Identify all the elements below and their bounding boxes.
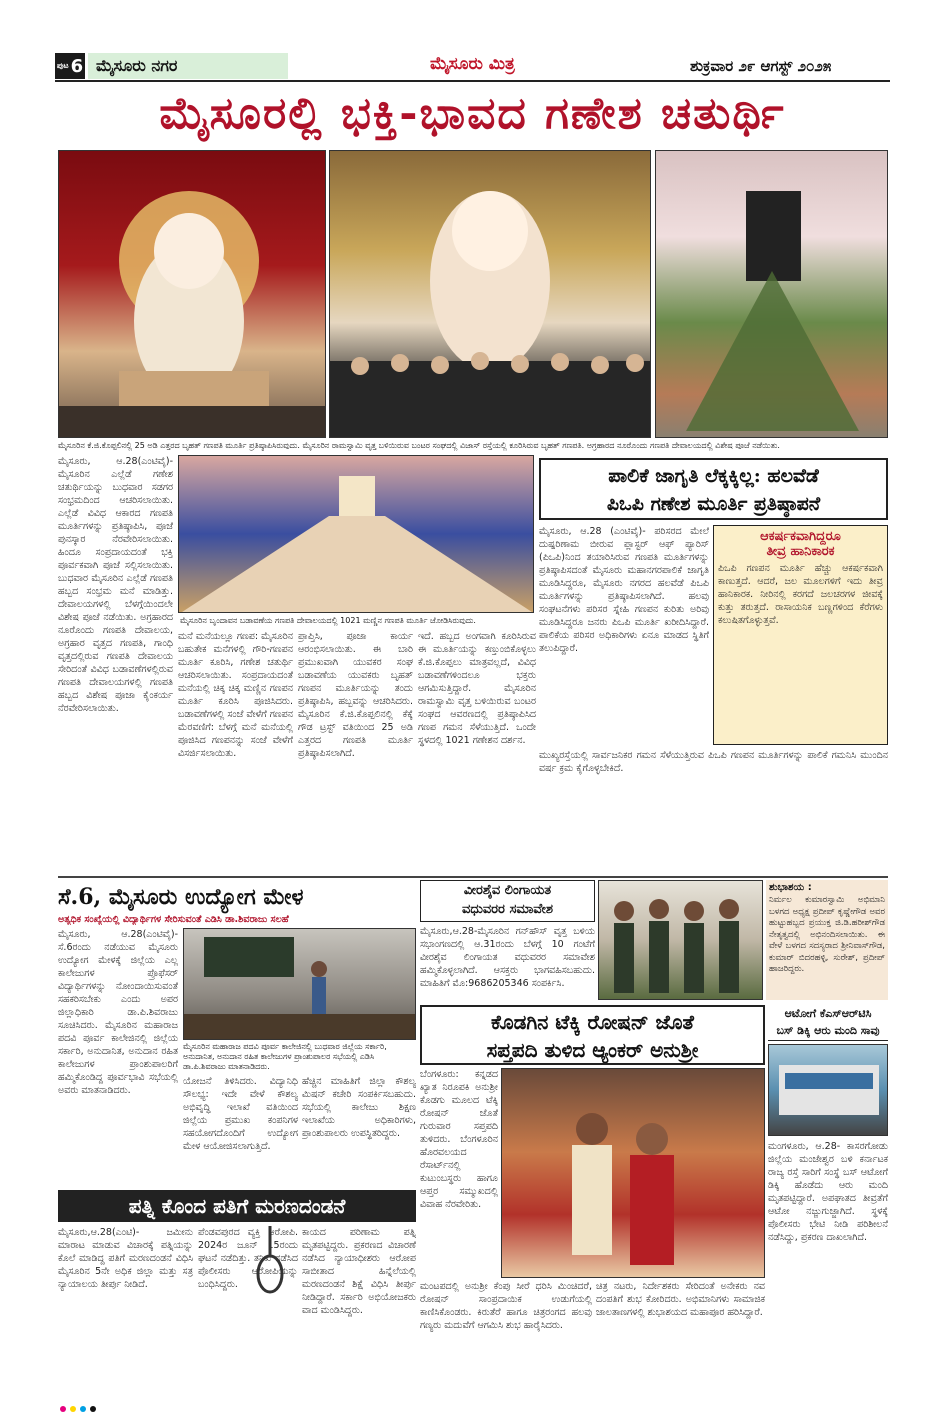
shubhashaya-box	[766, 880, 888, 1000]
samavesha-headline	[420, 880, 595, 922]
page-label: ಪುಟ	[56, 61, 69, 70]
anushree-body-3: ಚಿತ್ರ ನಟರು, ನಿರ್ದೇಶಕರು ಸೇರಿದಂತೆ ಅನೇಕರು ನವ ದಂಪತಿಗೆ ಶುಭ ಕೋರಿದರು. ಅಭಿಮಾನಿಗಳು ಸಾಮಾಜಿಕ ಜಾಲತಾಣಗಳಲ್ಲಿ ಶುಭಾಶಯದ ಮಹಾಪೂರ ಹರಿಸಿದ್ದಾರೆ.	[596, 1281, 765, 1318]
color-registration-marks	[60, 1406, 96, 1412]
auto-headline	[768, 1005, 888, 1041]
maranadandane-headline: ಪತ್ನಿ ಕೊಂದ ಪತಿಗೆ ಮರಣದಂಡನೆ	[58, 1190, 416, 1222]
photo-bantara-sangha-ganesha	[329, 150, 651, 438]
main-col-3: ಪ್ರಾಪ್ತಿಸಿ, ಪೂಜಾ ಕಾರ್ಯ ಆರಂಭಿಸಲಾಯಿತು. ಈ ಬಾರಿ ಪ್ರಮುಖವಾಗಿ ಯುವಕರ ಸಂಘ ಬಡಾವಣೆಯ ಯುವಕರು ಬೃಹತ್ ಗಣಪನ ಮೂರ್ತಿಯನ್ನು ತಂದು ಪ್ರತಿಷ್ಠಾಪಿಸಿ, ಹಬ್ಬವನ್ನು ಆಚರಿಸಿದರು. ಮೈಸೂರಿನ ಕೆ.ಜಿ.ಕೊಪ್ಪಲಿನಲ್ಲಿ ಕೆಕ್ಕೆ ಗೌಡ ಟ್ರಸ್ಟ್ ವತಿಯಿಂದ 25 ಅಡಿ ಎತ್ತರದ ಗಣಪತಿ ಮೂರ್ತಿ ಪ್ರತಿಷ್ಠಾಪಿಸಲಾಗಿದೆ.	[298, 631, 413, 759]
photo-accident-bus	[768, 1044, 888, 1136]
top-photo-caption: ಮೈಸೂರಿನ ಕೆ.ಜಿ.ಕೊಪ್ಪಲಿನಲ್ಲಿ 25 ಅಡಿ ಎತ್ತರದ ಬೃಹತ್ ಗಣಪತಿ ಮೂರ್ತಿ ಪ್ರತಿಷ್ಠಾಪಿಸಿರುವುದು. ಮೈಸೂರಿನ ರಾಮಸ್ವಾಮಿ ವೃತ್ತ ಬಳಿಯಿರುವ ಬಂಟರ ಸಂಘದಲ್ಲಿ ವಿಜಾಸ್ ರಸ್ತೆಯಲ್ಲಿ ಕೂರಿಸಿರುವ ಬೃಹತ್ ಗಣಪತಿ. ಅಗ್ರಹಾರದ ನೂರೊಂದು ಗಣಪತಿ ದೇವಾಲಯದಲ್ಲಿ ವಿಶೇಷ ಪೂಜೆ ನಡೆಯಿತು.	[58, 441, 780, 450]
wedding-illustration	[502, 1069, 765, 1278]
people-illustration	[599, 881, 763, 1000]
ganesha-idol-illustration	[59, 151, 326, 438]
page-number: 6	[70, 55, 84, 77]
brand-logo: ಮೈಸೂರು ಮಿತ್ರ	[430, 54, 515, 74]
anushree-body-2: ಮಂಟಪದಲ್ಲಿ ಅನುಶ್ರೀ ಕೆಂಪು ಸೀರೆ ಧರಿಸಿ ಮಿಂಚಿದರೆ, ರೋಷನ್ ಸಾಂಪ್ರದಾಯಿಕ ಉಡುಗೆಯಲ್ಲಿ ಕಾಣಿಸಿಕೊಂಡರು. ಕಿರುತೆರೆ ಹಾಗೂ ಚಿತ್ರರಂಗದ ಹಲವು ಗಣ್ಯರು ಮದುವೆಗೆ ಆಗಮಿಸಿ ಶುಭ ಹಾರೈಸಿದರು.	[420, 1281, 592, 1331]
anushree-body: ಬೆಂಗಳೂರು: ಕನ್ನಡದ ಖ್ಯಾತ ನಿರೂಪಕಿ ಅನುಶ್ರೀ ಕೊಡಗು ಮೂಲದ ಟೆಕ್ಕಿ ರೋಷನ್ ಜೊತೆ ಗುರುವಾರ ಸಪ್ತಪದಿ ತುಳಿದರು. ಬೆಂಗಳೂರಿನ ಹೊರವಲಯದ ರೆಸಾರ್ಟ್‌ನಲ್ಲಿ ಕುಟುಂಬಸ್ಥರು ಹಾಗೂ ಆಪ್ತರ ಸಮ್ಮುಖದಲ್ಲಿ ವಿವಾಹ ನೆರವೇರಿತು.	[420, 1069, 498, 1210]
palike-sidebox	[713, 525, 888, 745]
samavesha-body: ಮೈಸೂರು,ಆ.28-ಮೈಸೂರಿನ ಗನ್‌ಹೌಸ್ ವೃತ್ತ ಬಳಿಯ ಸಭಾಂಗಣದಲ್ಲಿ ಆ.31ರಂದು ಬೆಳಗ್ಗೆ 10 ಗಂಟೆಗೆ ವೀರಶೈವ ಲಿಂಗಾಯತ ವಧುವರರ ಸಮಾವೇಶ ಹಮ್ಮಿಕೊಳ್ಳಲಾಗಿದೆ. ಆಸಕ್ತರು ಭಾಗವಹಿಸಬಹುದು. ಮಾಹಿತಿಗೆ ಮೊ:9686205346 ಸಂಪರ್ಕಿಸಿ.	[420, 926, 595, 989]
photo-shubhashaya-group	[598, 880, 763, 1000]
dateline: ಶುಕ್ರವಾರ ೨೯ ಆಗಸ್ಟ್ ೨೦೨೫	[690, 57, 832, 75]
udyoga-caption	[183, 1042, 416, 1072]
meeting-illustration	[184, 929, 416, 1040]
palike-body: ಮೈಸೂರು, ಆ.28 (ಎಂಟಿವೈ)- ಪರಿಸರದ ಮೇಲೆ ದುಷ್ಪರಿಣಾಮ ಬೀರುವ ಪ್ಲಾಸ್ಟರ್ ಆಫ್ ಪ್ಯಾರಿಸ್ (ಪಿಒಪಿ)ನಿಂದ ತಯಾರಿಸಿರುವ ಗಣಪತಿ ಮೂರ್ತಿಗಳನ್ನು ಪ್ರತಿಷ್ಠಾಪಿಸದಂತೆ ಮೈಸೂರು ಮಹಾನಗರಪಾಲಿಕೆ ಜಾಗೃತಿ ಮೂಡಿಸಿದ್ದರೂ, ಮೈಸೂರು ನಗರದ ಹಲವೆಡೆ ಪಿಒಪಿ ಮೂರ್ತಿಗಳನ್ನು ಪ್ರತಿಷ್ಠಾಪಿಸಲಾಗಿದೆ. ಹಲವು ಸಂಘಟನೆಗಳು ಪರಿಸರ ಸ್ನೇಹಿ ಗಣಪನ ಕುರಿತು ಅರಿವು ಮೂಡಿಸಿದ್ದರೂ ಜನರು ಪಿಒಪಿ ಮೂರ್ತಿ ಖರೀದಿಸಿದ್ದಾರೆ. ಪಾಲಿಕೆಯ ಪರಿಸರ ಅಧಿಕಾರಿಗಳು ಏನೂ ಮಾಡದ ಸ್ಥಿತಿಗೆ ತಲುಪಿದ್ದಾರೆ.	[539, 526, 709, 654]
mid-photo-caption: ಮೈಸೂರಿನ ಬೃಂದಾವನ ಬಡಾವಣೆಯ ಗಣಪತಿ ದೇವಾಲಯದಲ್ಲಿ 1021 ಮಣ್ಣಿನ ಗಣಪತಿ ಮೂರ್ತಿ ಜೋಡಿಸಿರುವುದು.	[180, 616, 476, 625]
maranadandane-body-2: ಪೆಂಡವಪುರದ ವ್ಯಕ್ತಿ ಆರೋಪಿ. 2024ರ ಜೂನ್ 15ರಂದು ಘಟನೆ ನಡೆದಿತ್ತು. ತನಿಖೆ ನಡೆಸಿದ ಪೊಲೀಸರು ಆರೋಪಿಯನ್ನು ಬಂಧಿಸಿದ್ದರು.	[198, 1227, 298, 1290]
palike-headline-line1: ಪಾಲಿಕೆ ಜಾಗೃತಿ ಲೆಕ್ಕಕ್ಕಿಲ್ಲ: ಹಲವೆಡೆ	[608, 465, 819, 487]
divider	[58, 876, 888, 878]
maranadandane-body: ಮೈಸೂರು,ಆ.28(ಎಂಟಿ)- ಜಮೀನು ಮಾರಾಟ ಮಾಡುವ ವಿಚಾರಕ್ಕೆ ಪತ್ನಿಯನ್ನು ಕೊಲೆ ಮಾಡಿದ್ದ ಪತಿಗೆ ಮರಣದಂಡನೆ ವಿಧಿಸಿ ಮೈಸೂರಿನ 5ನೇ ಅಧಿಕ ಜಿಲ್ಲಾ ಮತ್ತು ಸತ್ರ ನ್ಯಾಯಾಲಯ ತೀರ್ಪು ನೀಡಿದೆ.	[58, 1227, 193, 1290]
photo-brindavan-1021-ganapathi	[178, 455, 534, 613]
udyoga-body: ಮೈಸೂರು, ಆ.28(ಎಂಟಿವೈ)- ಸೆ.6ರಂದು ನಡೆಯುವ ಮೈಸೂರು ಉದ್ಯೋಗ ಮೇಳಕ್ಕೆ ಜಿಲ್ಲೆಯ ಎಲ್ಲ ಕಾಲೇಜುಗಳ ಪ್ರೊಫೆಸರ್ ವಿದ್ಯಾರ್ಥಿಗಳನ್ನು ನೋಂದಾಯಿಸುವಂತೆ ಸಹಕರಿಸಬೇಕು ಎಂದು ಅಪರ ಜಿಲ್ಲಾಧಿಕಾರಿ ಡಾ.ಪಿ.ಶಿವರಾಜು ಸೂಚಿಸಿದರು. ಮೈಸೂರಿನ ಮಹಾರಾಜ ಪದವಿ ಪೂರ್ವ ಕಾಲೇಜಿನಲ್ಲಿ ಜಿಲ್ಲೆಯ ಸರ್ಕಾರಿ, ಅನುದಾನಿತ, ಅನುದಾನ ರಹಿತ ಕಾಲೇಜುಗಳ ಪ್ರಾಂಶುಪಾಲರಿಗೆ ಹಮ್ಮಿಕೊಂಡಿದ್ದ ಪೂರ್ವಭಾವಿ ಸಭೆಯಲ್ಲಿ ಅವರು ಮಾತನಾಡಿದರು.	[58, 929, 178, 1096]
palike-headline-line2: ಪಿಒಪಿ ಗಣೇಶ ಮೂರ್ತಿ ಪ್ರತಿಷ್ಠಾಪನೆ	[606, 493, 821, 515]
main-headline: ಮೈಸೂರಲ್ಲಿ ಭಕ್ತಿ-ಭಾವದ ಗಣೇಶ ಚತುರ್ಥಿ	[159, 88, 786, 139]
palike-body-2: ಮುಖ್ಯರಸ್ತೆಯಲ್ಲಿ ಸಾರ್ವಜನಿಕರ ಗಮನ ಸೆಳೆಯುತ್ತಿರುವ ಪಿಒಪಿ ಗಣಪನ ಮೂರ್ತಿಗಳನ್ನು ಪಾಲಿಕೆ ಗಮನಿಸಿ ಮುಂದಿನ ವರ್ಷ ಕ್ರಮ ಕೈಗೊಳ್ಳಬೇಕಿದೆ.	[539, 750, 888, 774]
samavesha-line1: ವೀರಶೈವ ಲಿಂಗಾಯತ	[463, 883, 552, 898]
udyoga-body-3: ಹೆಚ್ಚಿನ ಮಾಹಿತಿಗೆ ಜಿಲ್ಲಾ ಕೌಶಲ್ಯ ಮಿಷನ್ ಕಚೇರಿ ಸಂಪರ್ಕಿಸಬಹುದು. ಸಭೆಯಲ್ಲಿ ಕಾಲೇಜು ಶಿಕ್ಷಣ ಇಲಾಖೆಯ ಅಧಿಕಾರಿಗಳು, ಪ್ರಾಂಶುಪಾಲರು ಉಪಸ್ಥಿತರಿದ್ದರು.	[302, 1076, 416, 1139]
temple-decor-illustration	[656, 151, 888, 438]
palike-headline	[539, 458, 888, 520]
maranadandane-body-3: ಕಾಯದ ಪರಿಣಾಮ ಪತ್ನಿ ಮೃತಪಟ್ಟಿದ್ದರು. ಪ್ರಕರಣದ ವಿಚಾರಣೆ ನಡೆಸಿದ ನ್ಯಾಯಾಧೀಶರು ಆರೋಪ ಸಾಬೀತಾದ ಹಿನ್ನೆಲೆಯಲ್ಲಿ ಮರಣದಂಡನೆ ಶಿಕ್ಷೆ ವಿಧಿಸಿ ತೀರ್ಪು ನೀಡಿದ್ದಾರೆ. ಸರ್ಕಾರಿ ಅಭಿಯೋಜಕರು ವಾದ ಮಂಡಿಸಿದ್ದರು.	[302, 1227, 416, 1316]
anushree-headline	[420, 1005, 765, 1065]
sidebox-title-1: ಆಕರ್ಷಕವಾಗಿದ್ದರೂ	[760, 529, 841, 544]
anushree-line2: ಸಪ್ತಪದಿ ತುಳಿದ ಆ್ಯಂಕರ್ ಅನುಶ್ರೀ	[486, 1038, 699, 1062]
photo-anushree-wedding	[501, 1068, 765, 1278]
samavesha-line2: ವಧುವರರ ಸಮಾವೇಶ	[461, 902, 554, 917]
group-photo-illustration	[330, 151, 651, 438]
photo-kg-koppal-ganesha	[58, 150, 326, 438]
main-col-4: ಇದೆ. ಹಬ್ಬದ ಅಂಗವಾಗಿ ಕೂರಿಸಿರುವ ಈ ಮೂರ್ತಿಯನ್ನು ಕಣ್ತುಂಬಿಕೊಳ್ಳಲು ಕೆ.ಜಿ.ಕೊಪ್ಪಲು ಮಾತ್ರವಲ್ಲದೆ, ವಿವಿಧ ಬಡಾವಣೆಗಳಿಂದಲೂ ಭಕ್ತರು ಆಗಮಿಸುತ್ತಿದ್ದಾರೆ. ಮೈಸೂರಿನ ರಾಮಸ್ವಾಮಿ ವೃತ್ತ ಬಳಿಯಿರುವ ಬಂಟರ ಸಂಘದ ಆವರಣದಲ್ಲಿ ಪ್ರತಿಷ್ಠಾಪಿಸಿದ ಗಣಪ ಗಮನ ಸೆಳೆಯುತ್ತಿದೆ. ಒಂದೇ ಸ್ಥಳದಲ್ಲಿ 1021 ಗಣೇಶನ ದರ್ಶನ.	[418, 631, 536, 746]
shubhashaya-body: ನಿರ್ಮಲ ಕುಮಾರಸ್ವಾಮಿ ಅಭಿಮಾನಿ ಬಳಗದ ಅಧ್ಯಕ್ಷ ಪ್ರದೀಪ್ ಕೃಷ್ಣೇಗೌಡ ಅವರ ಹುಟ್ಟುಹಬ್ಬದ ಪ್ರಯುಕ್ತ ಜಿ.ಡಿ.ಹರೀಶ್‌ಗೌಡ ನೇತೃತ್ವದಲ್ಲಿ ಅಭಿನಂದಿಸಲಾಯಿತು. ಈ ವೇಳೆ ಬಳಗದ ಸದಸ್ಯರಾದ ಶ್ರೀನಿವಾಸ್‌ಗೌಡ, ಕುಮಾರ್ ಬಿದರಹಳ್ಳಿ, ಸುರೇಶ್, ಪ್ರದೀಪ್ ಹಾಜರಿದ್ದರು.	[769, 895, 885, 974]
section-title: ಮೈಸೂರು ನಗರ	[88, 53, 288, 79]
photo-udyoga-meeting	[183, 928, 416, 1040]
shubhashaya-title: ಶುಭಾಶಯ :	[769, 882, 812, 893]
hall-illustration	[179, 456, 534, 613]
udyoga-headline: ಸೆ.6, ಮೈಸೂರು ಉದ್ಯೋಗ ಮೇಳ	[58, 884, 304, 910]
sidebox-title-2: ತೀವ್ರ ಹಾನಿಕಾರಕ	[766, 544, 835, 559]
main-col-2: ಮನೆ ಮನೆಯಲ್ಲೂ ಗಣಪ: ಮೈಸೂರಿನ ಬಹುತೇಕ ಮನೆಗಳಲ್ಲಿ ಗೌರಿ-ಗಣಪನ ಮೂರ್ತಿ ಕೂರಿಸಿ, ಗಣೇಶ ಚತುರ್ಥಿ ಆಚರಿಸಲಾಯಿತು. ಸಂಪ್ರದಾಯದಂತೆ ಮನೆಯಲ್ಲಿ ಚಿಕ್ಕ ಚಿಕ್ಕ ಮಣ್ಣಿನ ಗಣಪನ ಮೂರ್ತಿ ಕೂರಿಸಿ ಪೂಜಿಸಿದರು. ಬಡಾವಣೆಗಳಲ್ಲಿ ಸಂಜೆ ವೇಳೆಗೆ ಗಣಪನ ಮೆರವಣಿಗೆ: ಬೆಳಗ್ಗೆ ಮನೆ ಮನೆಯಲ್ಲಿ ಪೂಜಿಸಿದ ಗಣಪನನ್ನು ಸಂಜೆ ವೇಳೆಗೆ ವಿಸರ್ಜಿಸಲಾಯಿತು.	[178, 631, 293, 759]
udyoga-body-2: ಯೋಜನೆ ತಿಳಿಸಿದರು. ವಿದ್ಯಾನಿಧಿ ಸೌಲಭ್ಯ: ಇದೇ ವೇಳೆ ಕೌಶಲ್ಯ ಅಭಿವೃದ್ಧಿ ಇಲಾಖೆ ವತಿಯಿಂದ ಜಿಲ್ಲೆಯ ಪ್ರಮುಖ ಕಂಪನಿಗಳ ಸಹಯೋಗದೊಂದಿಗೆ ಉದ್ಯೋಗ ಮೇಳ ಆಯೋಜಿಸಲಾಗುತ್ತಿದೆ.	[183, 1076, 298, 1152]
page-number-box	[55, 53, 85, 79]
auto-body: ಮಂಗಳೂರು, ಆ.28- ಕಾಸರಗೋಡು ಜಿಲ್ಲೆಯ ಮಂಜೇಶ್ವರ ಬಳಿ ಕರ್ನಾಟಕ ರಾಜ್ಯ ರಸ್ತೆ ಸಾರಿಗೆ ಸಂಸ್ಥೆ ಬಸ್ ಆಟೋಗೆ ಡಿಕ್ಕಿ ಹೊಡೆದು ಆರು ಮಂದಿ ಮೃತಪಟ್ಟಿದ್ದಾರೆ. ಅಪಘಾತದ ತೀವ್ರತೆಗೆ ಆಟೋ ನಜ್ಜುಗುಜ್ಜಾಗಿದೆ. ಸ್ಥಳಕ್ಕೆ ಪೊಲೀಸರು ಭೇಟಿ ನೀಡಿ ಪರಿಶೀಲನೆ ನಡೆಸಿದ್ದು, ಪ್ರಕರಣ ದಾಖಲಾಗಿದೆ.	[768, 1141, 888, 1243]
photo-agrahara-101-ganapathi	[655, 150, 888, 438]
noose-icon	[248, 1226, 293, 1296]
auto-line2: ಬಸ್ ಡಿಕ್ಕಿ ಆರು ಮಂದಿ ಸಾವು	[776, 1024, 880, 1037]
sidebox-body: ಪಿಒಪಿ ಗಣಪನ ಮೂರ್ತಿ ಹೆಚ್ಚು ಆಕರ್ಷಕವಾಗಿ ಕಾಣುತ್ತದೆ. ಆದರೆ, ಜಲ ಮೂಲಗಳಿಗೆ ಇದು ತೀವ್ರ ಹಾನಿಕಾರಕ. ನೀರಿನಲ್ಲಿ ಕರಗದೆ ಜಲಚರಗಳ ಜೀವಕ್ಕೆ ಕುತ್ತು ತರುತ್ತದೆ. ರಾಸಾಯನಿಕ ಬಣ್ಣಗಳಿಂದ ಕೆರೆಗಳು ಕಲುಷಿತಗೊಳ್ಳುತ್ತವೆ.	[718, 563, 883, 626]
anushree-line1: ಕೊಡಗಿನ ಟೆಕ್ಕಿ ರೋಷನ್ ಜೊತೆ	[491, 1010, 694, 1034]
bus-illustration	[769, 1045, 888, 1136]
udyoga-caption-text: ಮೈಸೂರಿನ ಮಹಾರಾಜ ಪದವಿ ಪೂರ್ವ ಕಾಲೇಜಿನಲ್ಲಿ ಬುಧವಾರ ಜಿಲ್ಲೆಯ ಸರ್ಕಾರಿ, ಅನುದಾನಿತ, ಅನುದಾನ ರಹಿತ ಕಾಲೇಜುಗಳ ಪ್ರಾಂಶುಪಾಲರ ಸಭೆಯಲ್ಲಿ ಎಡಿಸಿ ಡಾ.ಪಿ.ಶಿವರಾಜು ಮಾತನಾಡಿದರು.	[183, 1042, 387, 1071]
auto-line1: ಆಟೋಗೆ ಕೆಎಸ್‌ಆರ್‌ಟಿಸಿ	[784, 1007, 872, 1020]
main-col-1: ಮೈಸೂರು, ಆ.28(ಎಂಟಿವೈ)- ಮೈಸೂರಿನ ಎಲ್ಲೆಡೆ ಗಣೇಶ ಚತುರ್ಥಿಯನ್ನು ಬುಧವಾರ ಸಡಗರ ಸಂಭ್ರಮದಿಂದ ಆಚರಿಸಲಾಯಿತು. ಎಲ್ಲೆಡೆ ವಿವಿಧ ಆಕಾರದ ಗಣಪತಿ ಮೂರ್ತಿಗಳನ್ನು ಪ್ರತಿಷ್ಠಾಪಿಸಿ, ಪೂಜೆ ಪುನಸ್ಕಾರ ನೆರವೇರಿಸಲಾಯಿತು. ಹಿಂದೂ ಸಂಪ್ರದಾಯದಂತೆ ಭಕ್ತಿ ಪೂರ್ವಕವಾಗಿ ಪೂಜೆ ಸಲ್ಲಿಸಲಾಯಿತು. ಬುಧವಾರ ಮೈಸೂರಿನ ಎಲ್ಲೆಡೆ ಗಣಪತಿ ಹಬ್ಬದ ಸಂಭ್ರಮ ಮನೆ ಮಾಡಿತ್ತು. ದೇವಾಲಯಗಳಲ್ಲಿ ಬೆಳಗ್ಗೆಯಿಂದಲೇ ವಿಶೇಷ ಪೂಜೆ ನಡೆಯಿತು. ಅಗ್ರಹಾರದ ನೂರೊಂದು ಗಣಪತಿ ದೇವಾಲಯ, ಅಗ್ರಹಾರ ವೃತ್ತದ ಗಣಪತಿ, ಗಾಂಧಿ ವೃತ್ತದಲ್ಲಿರುವ ಗಣಪತಿ ದೇವಾಲಯ ಸೇರಿದಂತೆ ವಿವಿಧ ಬಡಾವಣೆಗಳಲ್ಲಿರುವ ಗಣಪತಿ ದೇವಾಲಯಗಳಲ್ಲಿ ಗಣಪತಿ ಹಬ್ಬದ ವಿಶೇಷ ಪೂಜಾ ಕೈಂಕರ್ಯ ನೆರವೇರಿಸಲಾಯಿತು.	[58, 456, 173, 714]
udyoga-subhead: ಅತ್ಯಧಿಕ ಸಂಖ್ಯೆಯಲ್ಲಿ ವಿದ್ಯಾರ್ಥಿಗಳ ಸೇರಿಸುವಂತೆ ಎಡಿಸಿ ಡಾ.ಶಿವರಾಜು ಸಲಹೆ	[58, 914, 289, 925]
